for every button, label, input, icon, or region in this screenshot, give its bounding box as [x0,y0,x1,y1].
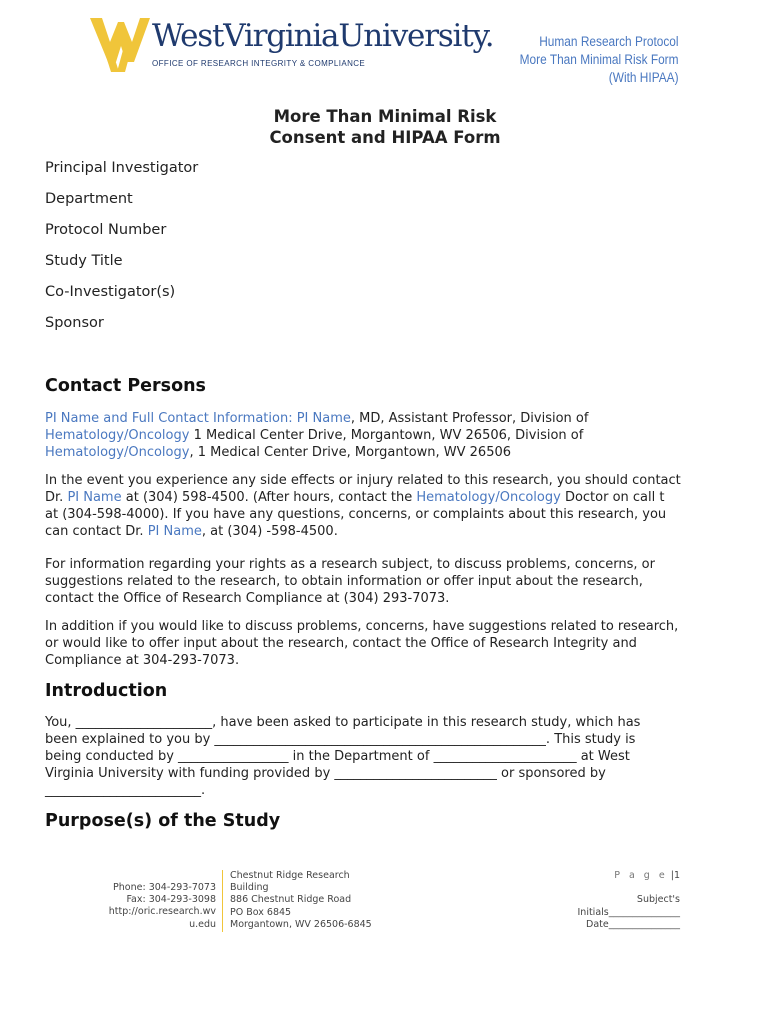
introduction-paragraph [45,714,735,799]
footer-url-2: u.edu [189,918,216,930]
heading-purpose: Purpose(s) of the Study [45,811,281,831]
intro-line-3: being conducted by _________________ in the Department of ______________________ at West [45,749,630,764]
side-effects-line-1: In the event you experience any side effects or injury related to this research, you should contact [45,473,681,488]
additional-line-2: or would like to offer input about the research, contact the Office of Research Integrity and [45,636,637,651]
footer-page-info [578,870,681,931]
intro-line-2: been explained to you by ___________________________________________________. This study is [45,732,636,747]
field-department: Department [45,191,133,207]
document-title [0,106,770,148]
intro-line-4: Virginia University with funding provided by _________________________ or sponsored by [45,766,606,781]
contact-side-effects-paragraph [45,472,735,540]
address-text-1: 1 Medical Center Drive, Morgantown, WV 26506, Division of [189,428,584,443]
field-principal-investigator: Principal Investigator [45,160,199,176]
footer-address-line-3: 886 Chestnut Ridge Road [230,894,352,906]
footer-fax: Fax: 304-293-3098 [126,894,216,906]
rights-line-1: For information regarding your rights as a research subject, to discuss problems, concerns, or [45,557,655,572]
field-study-title: Study Title [45,253,123,269]
footer-address-line-1: Chestnut Ridge Research [230,870,350,881]
contact-additional-paragraph [45,618,735,669]
header-line-3: (With HIPAA) [609,70,679,85]
heading-introduction: Introduction [45,681,168,701]
rights-line-2: suggestions related to the research, to obtain information or offer input about the research, [45,574,643,589]
field-protocol-number: Protocol Number [45,222,167,238]
pi-name-placeholder-3: PI Name [147,524,202,539]
division-placeholder-3: Hematology/Oncology [416,490,561,505]
field-sponsor: Sponsor [45,315,104,331]
page-label: P a g e [614,870,668,881]
division-placeholder-2: Hematology/Oncology [45,445,190,460]
intro-line-5: ________________________. [45,783,206,798]
footer-contact [90,882,216,931]
footer-phone: Phone: 304-293-7073 [113,882,216,893]
logo-university-name: WestVirginiaUniversity. [152,18,494,54]
intro-line-1: You, _____________________, have been asked to participate in this research study, which has [45,715,641,730]
division-placeholder: Hematology/Oncology [45,428,190,443]
side-effects-line-4c: , at (304) -598-4500. [201,524,338,539]
footer-address-line-4: PO Box 6845 [230,906,292,918]
footer-address [230,870,372,931]
subjects-label: Subject's [636,894,680,906]
rights-line-3: contact the Office of Research Compliance at (304) 293-7073. [45,591,450,606]
footer-address-line-2: Building [230,882,269,894]
side-effects-line-4a: can contact Dr. [45,524,148,539]
footer-url-1: http://oric.research.wv [108,906,216,918]
pi-title-text: , MD, Assistant Professor, Division of [350,411,589,426]
wvu-flying-wv-icon [90,16,150,76]
header-line-1: Human Research Protocol [539,34,679,49]
side-effects-line-3: at (304-598-4000). If you have any questions, concerns, or complaints about this research, you [45,507,667,522]
footer-address-line-5: Morgantown, WV 26506-6845 [230,918,372,930]
contact-rights-paragraph [45,556,735,607]
contact-pi-info [45,410,735,461]
title-line-2: Consent and HIPAA Form [269,128,501,147]
pi-name-placeholder-2: PI Name [67,490,122,505]
pi-name-placeholder: PI Name and Full Contact Information: PI Name [45,411,351,426]
heading-contact-persons: Contact Persons [45,376,206,396]
date-field: Date_______________ [586,918,680,930]
address-text-2: , 1 Medical Center Drive, Morgantown, WV 26506 [189,445,512,460]
footer-divider [222,870,223,932]
initials-field: Initials_______________ [577,906,680,918]
side-effects-line-2a: Dr. [45,490,68,505]
title-line-1: More Than Minimal Risk [273,107,497,126]
logo-office-subtitle: OFFICE OF RESEARCH INTEGRITY & COMPLIANCE [152,59,366,68]
additional-line-1: In addition if you would like to discuss problems, concerns, have suggestions related to research, [45,619,679,634]
page-number: |1 [670,870,680,881]
header-line-2: More Than Minimal Risk Form [520,52,679,67]
wvu-logo [90,14,494,76]
field-co-investigators: Co-Investigator(s) [45,284,176,300]
header-protocol-info [520,33,679,87]
additional-line-3: Compliance at 304-293-7073. [45,653,240,668]
side-effects-line-2c: at (304) 598-4500. (After hours, contact the [121,490,417,505]
side-effects-line-2e: Doctor on call t [560,490,665,505]
